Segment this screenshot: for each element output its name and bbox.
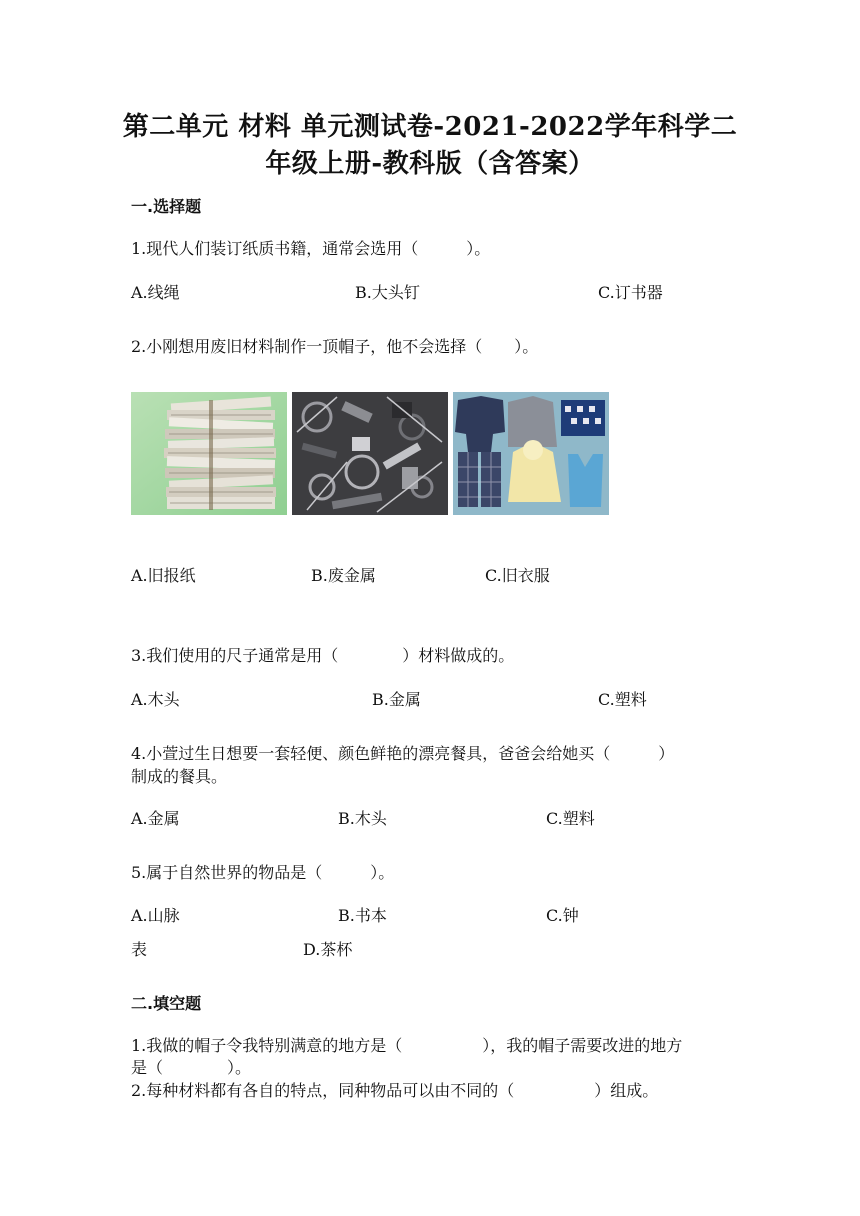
fill-question-2: 2.每种材料都有各自的特点，同种物品可以由不同的（ ）组成。 <box>131 1081 659 1100</box>
question-5-option-a: A.山脉 <box>131 906 180 925</box>
page-title-line1: 第二单元 材料 单元测试卷-2021-2022学年科学二 <box>122 112 738 142</box>
scrap-metal-photo <box>292 392 448 515</box>
question-3-option-a: A.木头 <box>131 690 180 709</box>
question-1-stem: 1.现代人们装订纸质书籍，通常会选用（ ）。 <box>131 239 491 258</box>
old-clothes-photo <box>453 392 609 515</box>
newspaper-stack-photo <box>131 392 287 515</box>
question-1-option-b: B.大头钉 <box>355 283 420 302</box>
question-2-stem: 2.小刚想用废旧材料制作一顶帽子，他不会选择（ ）。 <box>131 337 539 356</box>
question-4-option-a: A.金属 <box>131 809 180 828</box>
question-4-stem-line1: 4.小萱过生日想要一套轻便、颜色鲜艳的漂亮餐具，爸爸会给她买（ ） <box>131 744 675 763</box>
question-3-option-c: C.塑料 <box>598 690 647 709</box>
fill-question-1-line2: 是（ ）。 <box>131 1058 252 1077</box>
section-heading-choice: 一.选择题 <box>131 197 202 216</box>
question-5-option-d: D.茶杯 <box>303 940 353 959</box>
question-4-option-b: B.木头 <box>338 809 387 828</box>
question-5-option-c: C.钟 <box>546 906 579 925</box>
fill-question-1-line1: 1.我做的帽子令我特别满意的地方是（ ），我的帽子需要改进的地方 <box>131 1036 683 1055</box>
question-4-option-c: C.塑料 <box>546 809 595 828</box>
page-title-line2: 年级上册-教科版（含答案） <box>265 149 595 179</box>
question-2-option-c: C.旧衣服 <box>485 566 550 585</box>
question-2-option-b: B.废金属 <box>311 566 376 585</box>
question-5-option-c-wrap: 表 <box>131 940 148 959</box>
question-5-stem: 5.属于自然世界的物品是（ ）。 <box>131 863 395 882</box>
question-4-stem-line2: 制成的餐具。 <box>131 767 228 786</box>
question-3-stem: 3.我们使用的尺子通常是用（ ）材料做成的。 <box>131 646 515 665</box>
question-3-option-b: B.金属 <box>372 690 421 709</box>
question-1-option-c: C.订书器 <box>598 283 663 302</box>
question-2-option-a: A.旧报纸 <box>131 566 196 585</box>
question-5-option-b: B.书本 <box>338 906 387 925</box>
section-heading-fill-blank: 二.填空题 <box>131 994 202 1013</box>
question-1-option-a: A.线绳 <box>131 283 180 302</box>
